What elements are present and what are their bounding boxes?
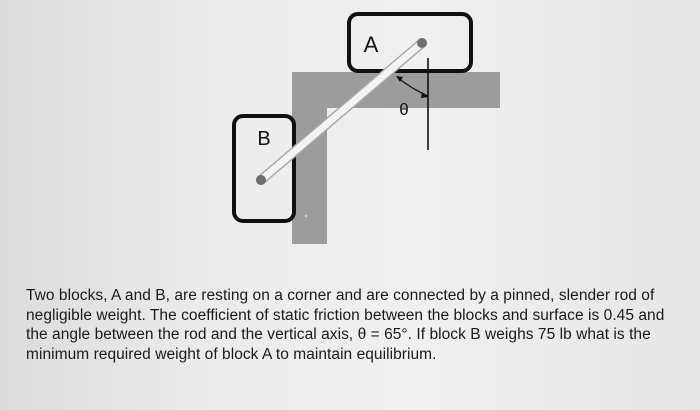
block-a [349,14,471,71]
block-b [234,116,294,221]
pin-a [417,38,427,48]
rod-body [261,43,422,180]
surface-speck [305,215,307,217]
angle-label: θ [399,100,409,119]
block-b-label: B [257,128,271,150]
corner-surface [292,72,500,244]
pin-b [256,175,266,185]
problem-statement: Two blocks, A and B, are resting on a corner and are connected by a pinned, slender rod of negligible weight. The coefficient of static friction between the blocks and surface is 0.45 and the angle between the rod and the vertical axis, θ = 65°. If block B weighs 75 lb what is the minimum required weight of block A to maintain equilibrium. [26,287,665,363]
vertical-surface [292,72,327,244]
block-a-label: A [363,32,379,57]
